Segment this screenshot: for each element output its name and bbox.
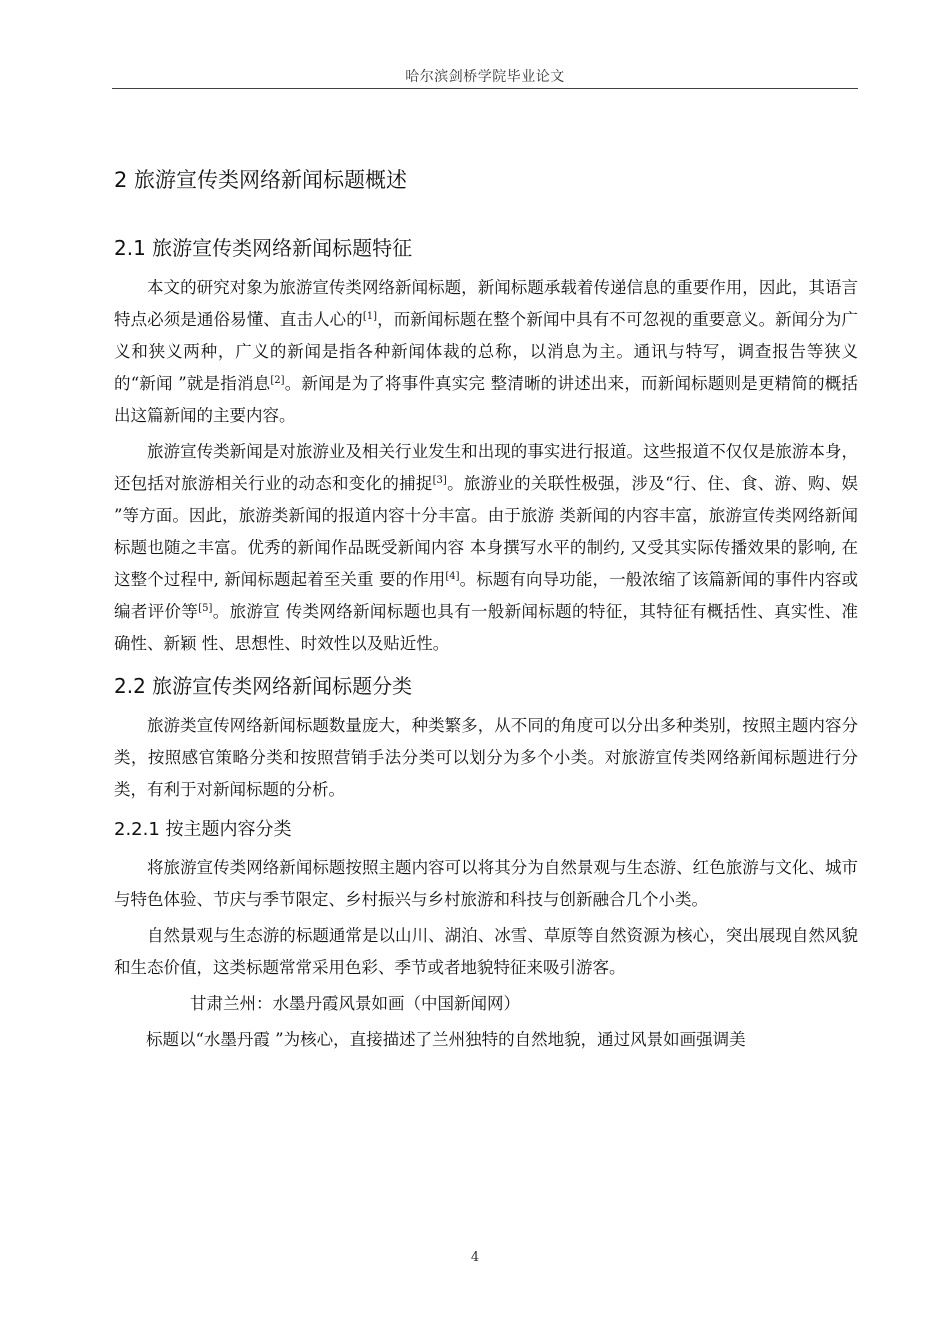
paragraph-2-2-1-3: 标题以“水墨丹霞 ”为核心，直接描述了兰州独特的自然地貌，通过风景如画强调美	[146, 1030, 746, 1049]
example-headline: 甘肃兰州：水墨丹霞风景如画（中国新闻网）	[190, 994, 520, 1013]
text-run: 本文的研究对象为旅游宣传类网络新闻标题，新闻标题承载着传递信息的重要作用，因此，其语言特点必须是通俗易懂、直击人心的	[114, 278, 858, 329]
page-body	[114, 160, 858, 1056]
paragraph-2-2-1-1: 将旅游宣传类网络新闻标题按照主题内容可以将其分为自然景观与生态游、红色旅游与文化、城市与特色体验、节庆与季节限定、乡村振兴与乡村旅游和科技与创新融合几个小类。	[114, 858, 858, 909]
chapter-heading: 2 旅游宣传类网络新闻标题概述	[114, 168, 408, 192]
paragraph-2-1-2	[114, 436, 858, 660]
text-run: 。新闻是为了将事件真实完 整清晰的讲述出来，而新闻标题则是更精简的概括出这篇新闻的主要内容。	[114, 374, 859, 425]
paragraph-2-2-1-2: 自然景观与生态游的标题通常是以山川、湖泊、冰雪、草原等自然资源为核心，突出展现自然风貌和生态价值，这类标题常常采用色彩、季节或者地貌特征来吸引游客。	[114, 926, 858, 977]
header-rule	[112, 88, 858, 89]
page-number: 4	[470, 1250, 480, 1265]
text-run: ，而新闻标题在整个新闻中具有不可忽视的重要意义。新闻分为广义和狭义两种，广义的新闻是指各种新闻体裁的总称，以消息为主。通讯与特写，调查报告等狭义的“新闻 ”就是指消息	[114, 310, 859, 393]
citation-ref: [2]	[270, 375, 285, 386]
citation-ref: [3]	[432, 475, 447, 486]
text-run: 。旅游业的关联性极强，涉及“行、住、食、游、购、娱 ”等方面。因此，旅游类新闻的报道内容十分丰富。由于旅游 类新闻的内容丰富，旅游宣传类网络新闻标题也随之丰富。优秀的新闻作品既受新闻内容 本身撰写水平的制约, 又受其实际传播效果的影响, 在这整个过程中, 新闻标题起着至关重 要的作用	[114, 474, 859, 589]
citation-ref: [4]	[445, 571, 460, 582]
section-2-2-heading: 2.2 旅游宣传类网络新闻标题分类	[114, 674, 413, 698]
citation-ref: [1]	[362, 311, 377, 322]
text-run: 。标题有向导功能，一般浓缩了该篇新闻的事件内容或编者评价等	[114, 570, 858, 621]
section-2-1-heading: 2.1 旅游宣传类网络新闻标题特征	[114, 236, 413, 260]
running-header: 哈尔滨剑桥学院毕业论文	[405, 69, 565, 85]
section-2-2-1-heading: 2.2.1 按主题内容分类	[114, 819, 292, 840]
paragraph-2-2-1: 旅游类宣传网络新闻标题数量庞大，种类繁多，从不同的角度可以分出多种类别，按照主题内容分类，按照感官策略分类和按照营销手法分类可以划分为多个小类。对旅游宣传类网络新闻标题进行分类，有利于对新闻标题的分析。	[114, 716, 858, 799]
text-run: 旅游宣传类新闻是对旅游业及相关行业发生和出现的事实进行报道。这些报道不仅仅是旅游本身，还包括对旅游相关行业的动态和变化的捕捉	[114, 442, 858, 493]
citation-ref: [5]	[198, 603, 213, 614]
paragraph-2-1-1	[114, 272, 858, 432]
text-run: 。旅游宣 传类网络新闻标题也具有一般新闻标题的特征，其特征有概括性、真实性、准确性、新颖 性、思想性、时效性以及贴近性。	[114, 602, 859, 653]
